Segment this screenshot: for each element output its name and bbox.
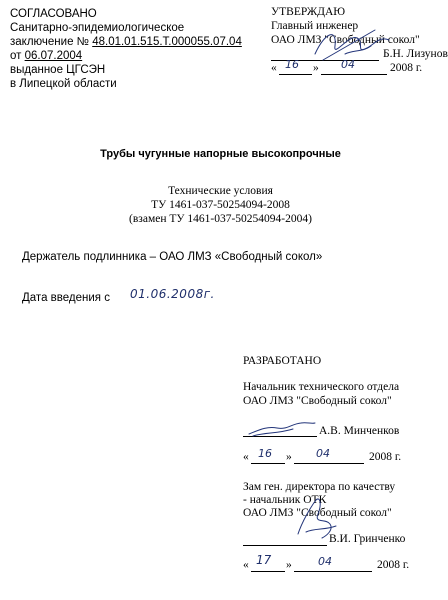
conclusion-date: 06.07.2004 [24, 50, 83, 62]
dev2-date-close-quote: » [286, 559, 292, 571]
developer1-company: ОАО ЛМЗ "Свободный сокол" [243, 395, 392, 407]
approval-left-line4: выданное ЦГСЭН [10, 64, 106, 76]
approve-year: 2008 г. [390, 62, 423, 74]
approver-name: Б.Н. Лизунов [383, 48, 448, 60]
spec-line3: (взамен ТУ 1461-037-50254094-2004) [129, 213, 312, 225]
approval-right-position: Главный инженер [271, 20, 359, 32]
dev2-year: 2008 г. [377, 559, 410, 571]
dev1-date-close-quote: » [286, 451, 292, 463]
conclusion-prefix: заключение № [10, 36, 93, 48]
approval-right-header: УТВЕРЖДАЮ [271, 6, 346, 18]
dev2-month-handwritten: 04 [318, 555, 332, 568]
dev1-month-line [294, 463, 364, 464]
developer1-signature [247, 418, 317, 440]
developer2-company: ОАО ЛМЗ "Свободный сокол" [243, 507, 392, 519]
developer2-position1: Зам ген. директора по качеству [243, 481, 396, 493]
dev1-month-handwritten: 04 [316, 447, 330, 460]
dev1-day-handwritten: 16 [258, 447, 272, 460]
approval-right-company: ОАО ЛМЗ "Свободный сокол" [271, 34, 420, 46]
approval-left-line1: Санитарно-эпидемиологическое [10, 22, 185, 34]
intro-date-label: Дата введения с [22, 292, 110, 304]
dev2-day-line [251, 571, 285, 572]
spec-line1: Технические условия [168, 185, 273, 197]
developer1-name: А.В. Минченков [319, 425, 400, 437]
dev2-date-open-quote: « [243, 559, 249, 571]
approve-day-line [279, 74, 312, 75]
approval-left-header: СОГЛАСОВАНО [10, 8, 97, 20]
dev1-year: 2008 г. [369, 451, 402, 463]
approve-month-line [321, 74, 387, 75]
approval-left-line5: в Липецкой области [10, 78, 117, 90]
approve-day-handwritten: 16 [285, 58, 299, 71]
approval-left-line3 [10, 50, 82, 63]
approve-month-handwritten: 04 [341, 58, 355, 71]
dev1-date-open-quote: « [243, 451, 249, 463]
dev1-day-line [251, 463, 285, 464]
approval-left-line2 [10, 36, 242, 49]
spec-line2: ТУ 1461-037-50254094-2008 [151, 199, 290, 211]
developer2-position2: - начальник ОТК [243, 494, 327, 506]
developer1-position: Начальник технического отдела [243, 381, 400, 393]
dev2-day-handwritten: 17 [256, 553, 272, 567]
intro-date-handwritten: 01.06.2008г. [130, 287, 215, 301]
document-title: Трубы чугунные напорные высокопрочные [100, 148, 341, 160]
developed-header: РАЗРАБОТАНО [243, 355, 322, 367]
conclusion-date-prefix: от [10, 50, 25, 62]
original-holder: Держатель подлинника – ОАО ЛМЗ «Свободный сокол» [22, 251, 323, 263]
dev2-month-line [294, 571, 372, 572]
approve-date-close-quote: » [313, 62, 319, 74]
approve-date-open-quote: « [271, 62, 277, 74]
developer2-name: В.И. Гринченко [329, 533, 406, 545]
developer2-signature-line [243, 545, 327, 546]
conclusion-number: 48.01.01.515.Т.000055.07.04 [92, 36, 242, 48]
